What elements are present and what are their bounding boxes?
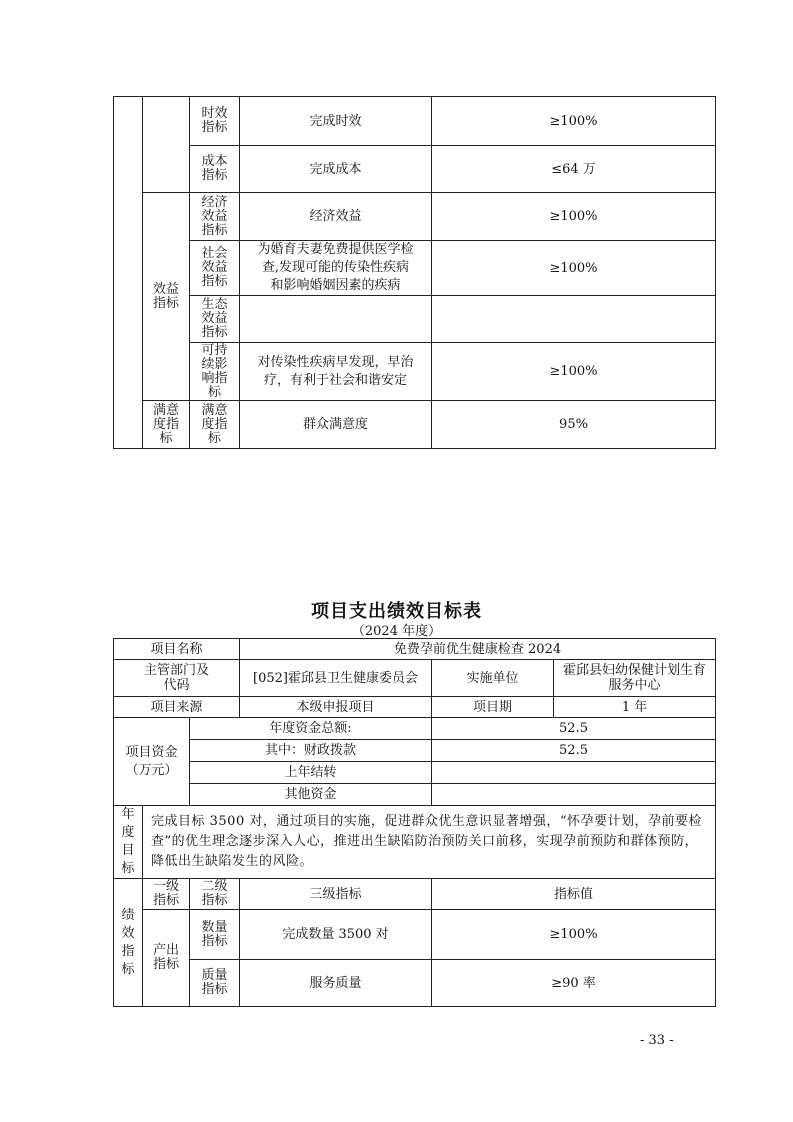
page-title: 项目支出绩效目标表 xyxy=(311,601,482,622)
header-value: 指标值 xyxy=(432,879,716,910)
level1-benefit-label: 效益指标 xyxy=(152,281,179,311)
level3-label: 群众满意度 xyxy=(240,401,432,449)
level3-label: 完成成本 xyxy=(240,146,432,193)
indicator-value: ≥100% xyxy=(432,241,716,296)
level3-label: 为婚育夫妻免费提供医学检查,发现可能的传染性疾病和影响婚姻因素的疾病 xyxy=(257,242,414,293)
funds-carryover-value xyxy=(432,762,716,784)
level2-label: 经济效益指标 xyxy=(201,194,228,238)
funds-other-value xyxy=(432,784,716,806)
annual-goal-label: 年度目标 xyxy=(121,807,135,876)
indicator-value: 95% xyxy=(432,401,716,449)
period-label: 项目期 xyxy=(432,697,554,718)
level2-label: 满意度指标 xyxy=(201,402,228,446)
funds-fiscal-label: 其中：财政拨款 xyxy=(190,740,432,762)
level3-label: 经济效益 xyxy=(240,193,432,241)
level3-label: 对传染性疾病早发现，早治疗，有利于社会和谐安定 xyxy=(257,354,414,388)
annual-goal-text: 完成目标 3500 对，通过项目的实施，促进群众优生意识显著增强，“怀孕要计划，孕前要检查”的优生理念逐步深入人心，推进出生缺陷防治预防关口前移，实现孕前预防和群体预防，降低出生缺陷发生的风险。 xyxy=(143,806,716,879)
level1-satisfaction-label: 满意度指标 xyxy=(152,402,179,446)
dept-label: 主管部门及代码 xyxy=(143,663,209,693)
indicator-value: ≥100% xyxy=(432,910,716,960)
source-label: 项目来源 xyxy=(114,697,240,718)
impl-label: 实施单位 xyxy=(432,660,554,697)
level2-label: 时效指标 xyxy=(201,106,228,135)
indicator-value: ≥100% xyxy=(432,97,716,146)
source-value: 本级申报项目 xyxy=(240,697,432,718)
project-name-label: 项目名称 xyxy=(114,639,240,660)
performance-form-table xyxy=(113,638,716,1007)
level2-label: 质量指标 xyxy=(201,968,228,997)
funds-fiscal-value: 52.5 xyxy=(432,740,716,762)
indicator-value: ≤64 万 xyxy=(432,146,716,193)
level2-label: 可持续影响指标 xyxy=(201,342,228,400)
page-number: - 33 - xyxy=(640,1033,674,1048)
top-indicator-table xyxy=(113,96,716,449)
output-indicator-label: 产出指标 xyxy=(152,943,179,972)
level2-label: 社会效益指标 xyxy=(201,246,228,289)
period-value: 1 年 xyxy=(554,697,716,718)
project-name-value: 免费孕前优生健康检查 2024 xyxy=(240,639,716,660)
dept-value: [052]霍邱县卫生健康委员会 xyxy=(240,660,432,697)
level3-label: 服务质量 xyxy=(240,960,432,1007)
top-level1-blank xyxy=(143,97,190,193)
header-level2: 二级指标 xyxy=(201,879,228,908)
page-subtitle: （2024 年度） xyxy=(351,624,442,639)
indicator-value: ≥100% xyxy=(432,343,716,401)
funds-total-label: 年度资金总额: xyxy=(190,718,432,740)
level2-label: 数量指标 xyxy=(201,919,228,949)
impl-value: 霍邱县妇幼保健计划生育服务中心 xyxy=(563,663,707,693)
level3-label: 完成数量 3500 对 xyxy=(240,910,432,960)
funds-label: 项目资金（万元） xyxy=(125,744,178,778)
level3-label xyxy=(240,296,432,343)
level2-label: 生态效益指标 xyxy=(201,297,228,340)
indicator-value: ≥90 率 xyxy=(432,960,716,1007)
top-cat1-cell xyxy=(114,97,143,449)
level2-label: 成本指标 xyxy=(201,154,228,183)
perf-label: 绩效指标 xyxy=(121,907,135,977)
funds-other-label: 其他资金 xyxy=(190,784,432,806)
level3-label: 完成时效 xyxy=(240,97,432,146)
funds-total-value: 52.5 xyxy=(432,718,716,740)
header-level1: 一级指标 xyxy=(152,879,179,908)
indicator-value xyxy=(432,296,716,343)
header-level3: 三级指标 xyxy=(240,879,432,910)
indicator-value: ≥100% xyxy=(432,193,716,241)
funds-carryover-label: 上年结转 xyxy=(190,762,432,784)
